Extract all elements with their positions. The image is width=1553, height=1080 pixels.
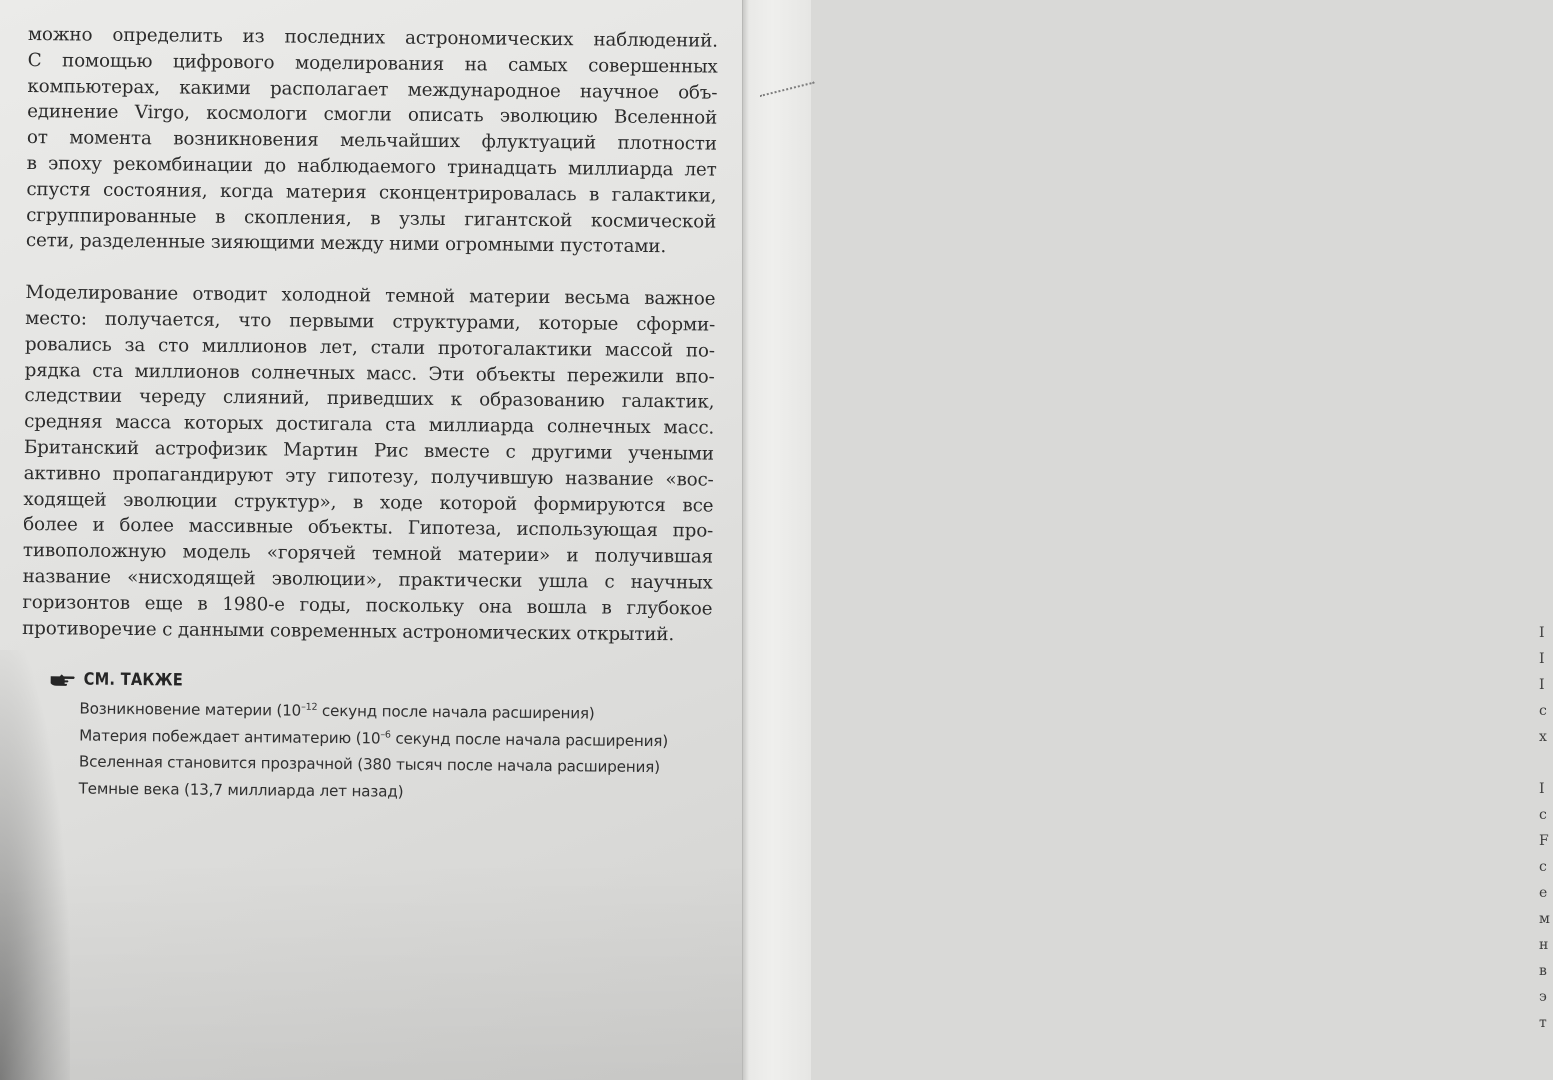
text-line: название «нисходящей эволюции», практически ушла с научных [22,565,713,594]
see-also-header [50,668,712,698]
text-line: в эпоху рекомбинации до наблюдаемого тринадцать миллиарда лет [26,152,717,181]
text-line: можно определить из последних астрономических наблюдений. [27,23,718,52]
text-line: от момента возникновения мельчайших флуктуаций плотности [26,127,717,155]
see-also-list [79,696,712,808]
edge-letter: м [1539,911,1550,927]
page-text [21,22,718,808]
next-page-letters [1539,620,1553,1036]
pointing-hand-icon [50,672,76,688]
text-line: противоречие с данными современных астрономических открытий. [22,617,675,645]
edge-letter: в [1539,963,1547,979]
edge-letter: I [1539,625,1545,641]
paragraph-2 [22,280,715,648]
see-also-item-text: секунд после начала расширения) [317,702,595,723]
text-line: горизонтов еще в 1980-е годы, поскольку она вошла в глубокое [22,591,713,620]
text-line: более и более массивные объекты. Гипотеза, использующая про- [23,514,714,542]
see-also-item-text: секунд после начала расширения) [390,729,669,751]
text-line: сети, разделенные зияющими между ними огромными пустотами. [25,230,667,258]
text-line: Британский астрофизик Мартин Рис вместе с другими учеными [23,436,714,465]
see-also-title: СМ. ТАКЖЕ [83,669,184,691]
edge-letter: э [1539,989,1547,1005]
see-also-item-text: Материя побеждает антиматерию (10 [79,726,381,748]
paragraph-1 [26,22,718,261]
text-line: рядка ста миллионов солнечных масс. Эти объекты пережили впо- [24,359,715,388]
edge-letter: c [1539,859,1547,875]
see-also-item-text: Темные века (13,7 миллиарда лет назад) [78,779,404,801]
edge-letter: I [1539,781,1545,797]
text-line: ровались за сто миллионов лет, стали протогалактики массой по- [24,333,715,362]
text-line: спустя состояния, когда материя сконцентрировалась в галактики, [26,178,717,207]
see-also-section [21,667,712,808]
edge-letter: e [1539,885,1548,901]
edge-letter [1539,750,1553,776]
edge-letter: н [1539,937,1549,953]
text-line: компьютерах, какими располагает международное научное объ- [27,75,718,104]
edge-letter: c [1539,807,1547,823]
text-line: активно пропагандируют эту гипотезу, получившую название «вос- [23,462,714,491]
text-line: С помощью цифрового моделирования на самых совершенных [27,49,718,78]
text-line: тивоположную модель «горячей темной материи» и получившая [22,540,713,568]
text-line: Моделирование отводит холодной темной материи весьма важное [25,282,716,310]
exponent: –6 [380,729,391,741]
exponent: –12 [301,701,318,714]
text-line: следствии череду слияний, приведших к образованию галактик, [24,385,715,413]
see-also-item-text: Вселенная становится прозрачной (380 тысяч после начала расширения) [78,752,660,777]
edge-letter: x [1539,729,1547,745]
bottom-shade [0,860,760,1080]
text-line: ходящей эволюции структур», в ходе которой формируются все [23,488,714,517]
edge-letter: c [1539,703,1547,719]
text-line: средняя масса которых достигала ста миллиарда солнечных масс. [24,411,715,439]
edge-letter: т [1539,1015,1547,1031]
see-also-item-text: Возникновение материи (10 [79,699,302,720]
text-line: место: получается, что первыми структурами, которые сформи- [25,307,716,336]
edge-letter: I [1539,651,1545,667]
next-page-edge [742,0,1550,1080]
edge-letter: F [1539,833,1549,849]
text-line: сгруппированные в скопления, в узлы гигантской космической [26,204,717,233]
edge-letter: I [1539,677,1545,693]
text-line: единение Virgo, космологи смогли описать эволюцию Вселенной [27,101,718,130]
